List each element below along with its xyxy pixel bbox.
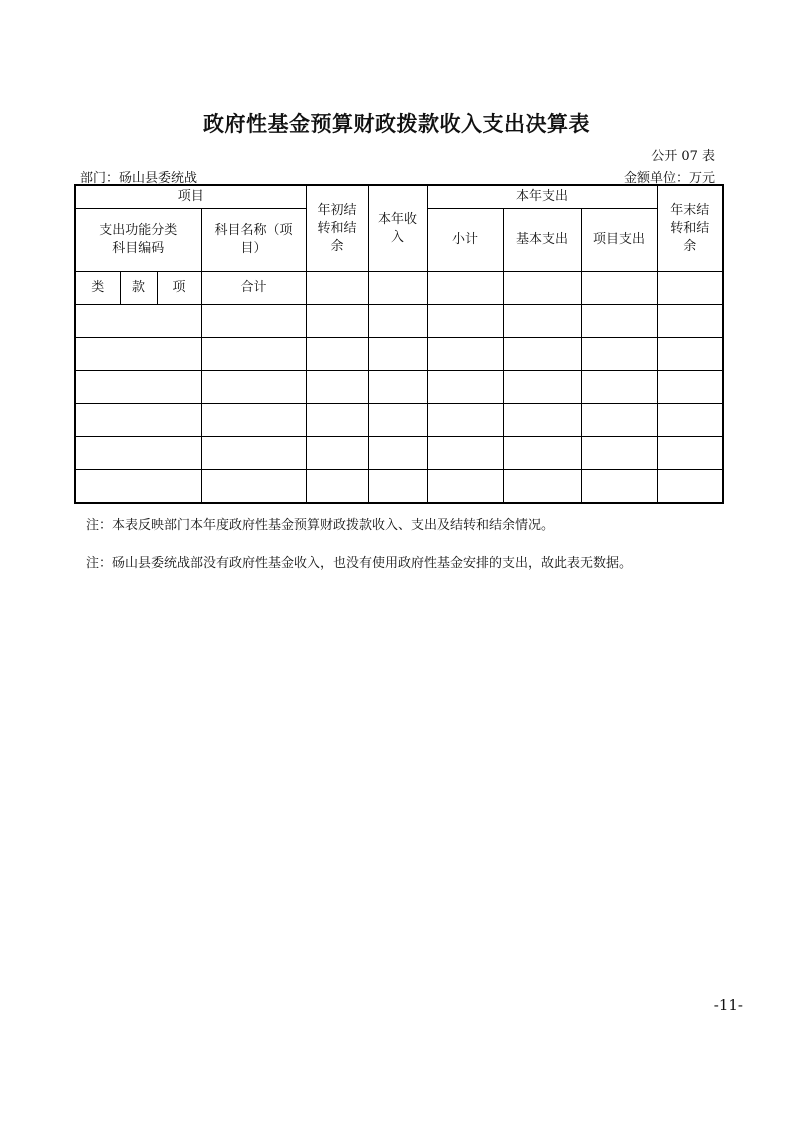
table-row <box>75 338 723 371</box>
cell <box>427 470 503 504</box>
table-row <box>75 371 723 404</box>
amount-unit-label: 金额单位：万元 <box>623 171 715 186</box>
cell <box>581 272 657 305</box>
cell <box>306 437 368 470</box>
header-xiang: 项 <box>157 272 201 305</box>
cell <box>657 305 723 338</box>
cell <box>657 437 723 470</box>
cell <box>503 437 581 470</box>
cell <box>427 371 503 404</box>
cell <box>503 371 581 404</box>
cell <box>201 305 306 338</box>
header-expense: 本年支出 <box>427 185 657 209</box>
cell <box>503 470 581 504</box>
header-row-3 <box>75 272 723 305</box>
cell <box>75 305 201 338</box>
note-1: 注：本表反映部门本年度政府性基金预算财政拨款收入、支出及结转和结余情况。 <box>86 518 555 533</box>
header-kuan: 款 <box>120 272 157 305</box>
cell <box>657 470 723 504</box>
budget-table <box>74 184 724 504</box>
cell <box>368 404 427 437</box>
cell <box>503 338 581 371</box>
cell <box>581 338 657 371</box>
cell <box>201 338 306 371</box>
header-begin-balance: 年初结 转和结 余 <box>306 185 368 272</box>
header-row-1 <box>75 185 723 209</box>
cell <box>657 272 723 305</box>
cell <box>201 404 306 437</box>
cell <box>75 437 201 470</box>
cell <box>581 437 657 470</box>
note-2: 注：砀山县委统战部没有政府性基金收入，也没有使用政府性基金安排的支出，故此表无数据。 <box>86 556 633 571</box>
cell <box>75 470 201 504</box>
header-lei: 类 <box>75 272 120 305</box>
header-func-code: 支出功能分类 科目编码 <box>75 209 201 272</box>
cell <box>503 404 581 437</box>
cell <box>75 371 201 404</box>
cell <box>201 371 306 404</box>
page-number: -11- <box>713 996 743 1014</box>
cell <box>581 305 657 338</box>
cell <box>368 371 427 404</box>
cell <box>306 305 368 338</box>
cell <box>657 371 723 404</box>
cell <box>427 404 503 437</box>
table-row <box>75 404 723 437</box>
cell <box>306 470 368 504</box>
table-row <box>75 437 723 470</box>
cell <box>503 305 581 338</box>
cell <box>581 371 657 404</box>
cell <box>503 272 581 305</box>
cell <box>368 437 427 470</box>
cell <box>306 338 368 371</box>
cell <box>657 338 723 371</box>
cell <box>427 338 503 371</box>
cell <box>201 437 306 470</box>
cell <box>368 272 427 305</box>
page-title: 政府性基金预算财政拨款收入支出决算表 <box>203 112 590 136</box>
cell <box>427 305 503 338</box>
cell <box>368 305 427 338</box>
header-income: 本年收 入 <box>368 185 427 272</box>
header-subject-name: 科目名称（项 目） <box>201 209 306 272</box>
header-subtotal: 小计 <box>427 209 503 272</box>
cell <box>581 404 657 437</box>
cell <box>75 338 201 371</box>
department-label: 部门：砀山县委统战 <box>80 171 198 186</box>
cell <box>581 470 657 504</box>
table-row <box>75 470 723 504</box>
cell <box>427 437 503 470</box>
cell <box>657 404 723 437</box>
header-total: 合计 <box>201 272 306 305</box>
cell <box>368 470 427 504</box>
header-project: 项目支出 <box>581 209 657 272</box>
header-basic: 基本支出 <box>503 209 581 272</box>
header-item: 项目 <box>75 185 306 209</box>
cell <box>201 470 306 504</box>
cell <box>427 272 503 305</box>
form-number: 公开 07 表 <box>651 149 715 164</box>
cell <box>306 272 368 305</box>
cell <box>75 404 201 437</box>
cell <box>368 338 427 371</box>
cell <box>306 371 368 404</box>
cell <box>306 404 368 437</box>
header-end-balance: 年末结 转和结 余 <box>657 185 723 272</box>
table-row <box>75 305 723 338</box>
